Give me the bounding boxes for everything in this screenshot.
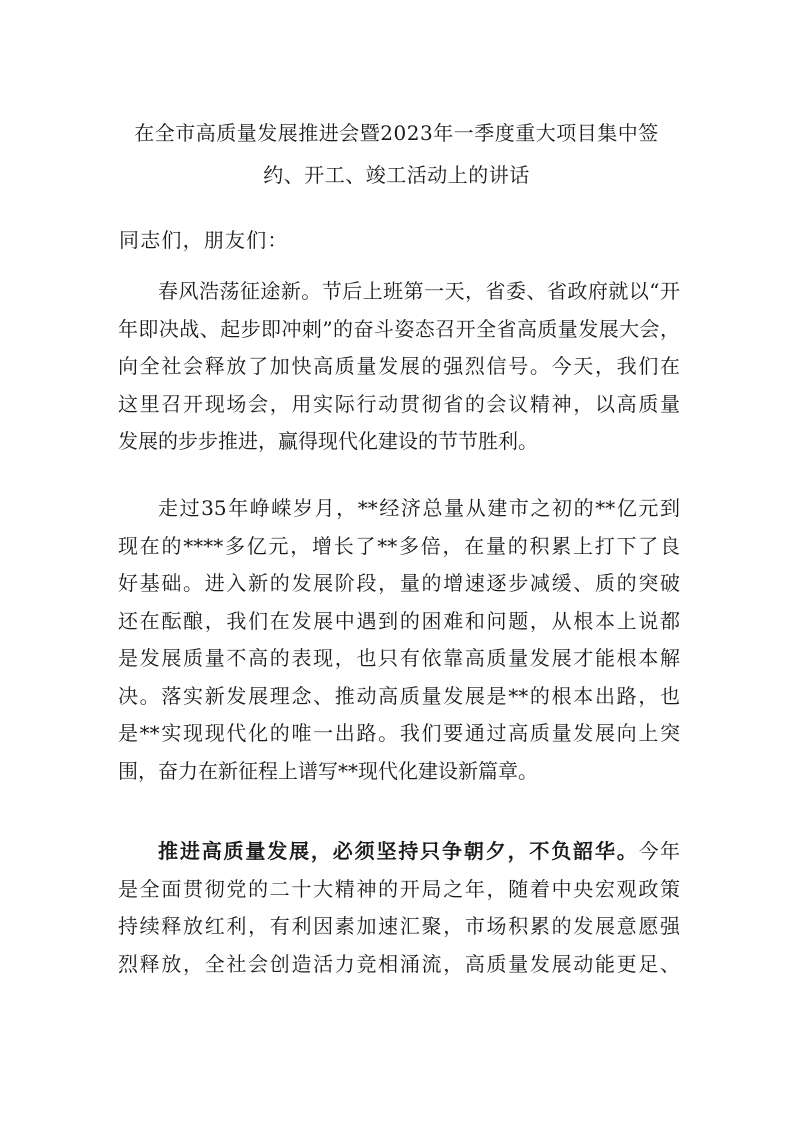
salutation: 同志们，朋友们： — [119, 228, 289, 252]
paragraph-line: 烈释放，全社会创造活力竞相涌流，高质量发展动能更足、 — [118, 951, 680, 976]
paragraph-line: 走过35年峥嵘岁月，**经济总量从建市之初的**亿元到 — [158, 496, 680, 520]
paragraph-line: 是**实现现代化的唯一出路。我们要通过高质量发展向上突 — [118, 721, 680, 745]
lead-continuation: 今年 — [638, 839, 681, 863]
paragraph-line: 年即决战、起步即冲刺”的奋斗姿态召开全省高质量发展大会， — [118, 316, 680, 341]
paragraph-line: 现在的****多亿元，增长了**多倍，在量的积累上打下了良 — [118, 533, 680, 558]
paragraph-3 — [118, 833, 680, 983]
paragraph-1 — [118, 273, 680, 461]
paragraph-line: 持续释放红利，有利因素加速汇聚，市场积累的发展意愿强 — [118, 914, 680, 938]
document-title — [100, 112, 693, 196]
paragraph-2 — [118, 490, 680, 790]
paragraph-line: 发展的步步推进，赢得现代化建设的节节胜利。 — [118, 429, 538, 453]
paragraph-line: 这里召开现场会，用实际行动贯彻省的会议精神，以高质量 — [118, 391, 680, 416]
paragraph-line: 春风浩荡征途新。节后上班第一天，省委、省政府就以“开 — [158, 279, 680, 303]
paragraph-line: 向全社会释放了加快高质量发展的强烈信号。今天，我们在 — [118, 354, 680, 378]
title-line-1: 在全市高质量发展推进会暨2023年一季度重大项目集中签 — [134, 121, 659, 145]
paragraph-line: 围，奋力在新征程上谱写**现代化建设新篇章。 — [118, 758, 538, 783]
paragraph-line: 是发展质量不高的表现，也只有依靠高质量发展才能根本解 — [118, 646, 680, 670]
title-line-2: 约、开工、竣工活动上的讲话 — [263, 163, 530, 187]
bold-lead-sentence: 推进高质量发展，必须坚持只争朝夕，不负韶华。 — [158, 839, 639, 863]
paragraph-line: 还在酝酿，我们在发展中遇到的困难和问题，从根本上说都 — [118, 608, 680, 633]
paragraph-line: 好基础。进入新的发展阶段，量的增速逐步减缓、质的突破 — [118, 571, 680, 595]
paragraph-line: 是全面贯彻党的二十大精神的开局之年，随着中央宏观政策 — [118, 876, 680, 901]
paragraph-lead-line — [118, 833, 680, 871]
paragraph-line: 决。落实新发展理念、推动高质量发展是**的根本出路，也 — [118, 683, 680, 708]
